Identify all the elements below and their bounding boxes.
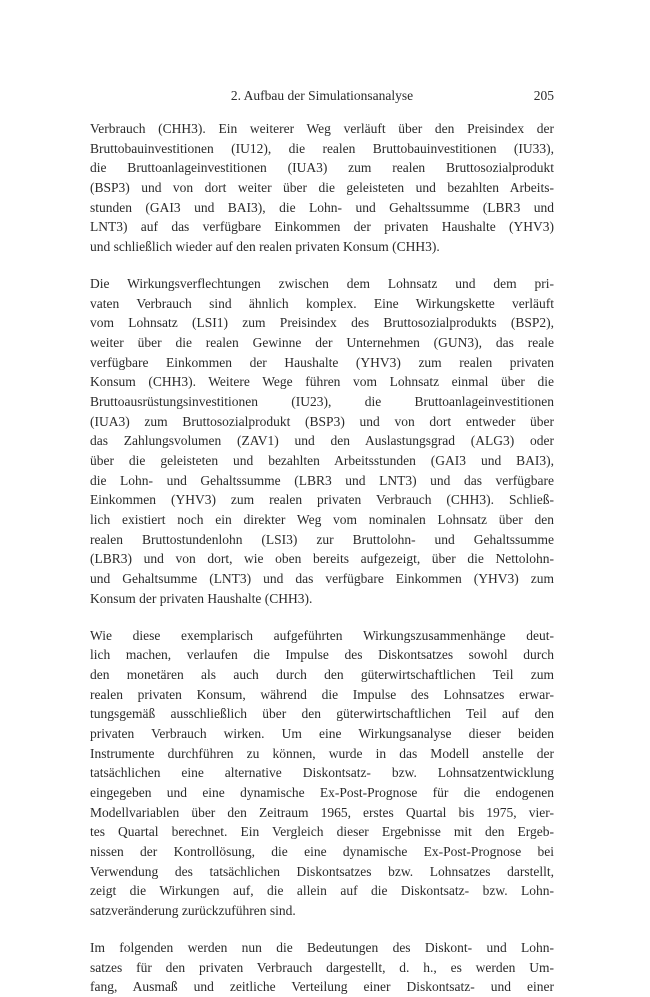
text-line: lich machen, verlaufen die Impulse des Diskontsatzes sowohl durch: [90, 647, 554, 663]
text-line: Instrumente durchführen zu können, wurde in das Modell anstelle der: [90, 745, 554, 761]
text-line: tungsgemäß ausschließlich über den güterwirtschaftlichen Teil auf den: [90, 706, 554, 722]
page-number: 205: [533, 88, 554, 103]
text-line: realen privaten Konsum, während die Impulse des Lohnsatzes erwar-: [90, 686, 554, 702]
text-line: realen Bruttostundenlohn (LSI3) zur Bruttolohn- und Gehaltssumme: [90, 531, 554, 547]
text-line: die Lohn- und Gehaltssumme (LBR3 und LNT3) und das verfügbare: [90, 472, 554, 488]
text-line: weiter über die realen Gewinne der Unternehmen (GUN3), das reale: [90, 334, 554, 350]
text-line: privaten Verbrauch wirken. Um eine Wirkungsanalyse dieser beiden: [90, 725, 554, 741]
page-header: [90, 88, 554, 108]
text-line: tes Quartal berechnet. Ein Vergleich dieser Ergebnisse mit den Ergeb-: [90, 824, 554, 840]
body-text: [90, 119, 554, 997]
paragraph: [90, 626, 554, 921]
text-line: Bruttoausrüstungsinvestitionen (IU23), die Bruttoanlageinvestitionen: [90, 393, 554, 409]
text-line: über die geleisteten und bezahlten Arbeitsstunden (GAI3 und BAI3),: [90, 453, 554, 468]
text-line: Wie diese exemplarisch aufgeführten Wirkungszusammenhänge deut-: [90, 627, 554, 643]
paragraph: [90, 938, 554, 997]
text-line: tatsächlichen eine alternative Diskontsatz- bzw. Lohnsatzentwicklung: [90, 765, 554, 781]
text-line: den monetären als auch durch den güterwirtschaftlichen Teil zum: [90, 666, 554, 682]
text-line: Einkommen (YHV3) zum realen privaten Verbrauch (CHH3). Schließ-: [90, 492, 554, 508]
text-line: satzveränderung zurückzuführen sind.: [90, 903, 296, 919]
paragraph: [90, 274, 554, 609]
text-line: nissen der Kontrollösung, die eine dynamische Ex-Post-Prognose bei: [90, 844, 554, 860]
text-line: satzes für den privaten Verbrauch dargestellt, d. h., es werden Um-: [90, 959, 554, 975]
text-line: fang, Ausmaß und zeitliche Verteilung einer Diskontsatz- und einer: [90, 979, 554, 995]
text-line: vaten Verbrauch sind ähnlich komplex. Eine Wirkungskette verläuft: [90, 295, 554, 311]
text-line: Konsum der privaten Haushalte (CHH3).: [90, 590, 313, 606]
text-line: Die Wirkungsverflechtungen zwischen dem Lohnsatz und dem pri-: [90, 275, 554, 291]
text-line: Bruttobauinvestitionen (IU12), die realen Bruttobauinvestitionen (IU33),: [90, 140, 554, 156]
text-line: eingegeben und eine dynamische Ex-Post-Prognose für die endogenen: [90, 785, 554, 800]
text-line: Verbrauch (CHH3). Ein weiterer Weg verläuft über den Preisindex der: [90, 121, 554, 136]
text-line: Im folgenden werden nun die Bedeutungen des Diskont- und Lohn-: [90, 939, 554, 955]
text-line: LNT3) auf das verfügbare Einkommen der privaten Haushalte (YHV3): [90, 219, 554, 235]
text-line: und Gehaltsumme (LNT3) und das verfügbare Einkommen (YHV3) zum: [90, 571, 554, 587]
text-line: verfügbare Einkommen der Haushalte (YHV3) zum realen privaten: [90, 354, 554, 370]
text-line: lich existiert noch ein direkter Weg vom nominalen Lohnsatz über den: [90, 512, 554, 528]
text-line: zeigt die Wirkungen auf, die allein auf die Diskontsatz- bzw. Lohn-: [90, 883, 554, 899]
text-line: vom Lohnsatz (LSI1) zum Preisindex des Bruttosozialprodukts (BSP2),: [90, 315, 554, 331]
text-line: Konsum (CHH3). Weitere Wege führen vom Lohnsatz einmal über die: [90, 374, 554, 390]
text-line: (IUA3) zum Bruttosozialprodukt (BSP3) und von dort entweder über: [90, 413, 554, 429]
paragraph: [90, 119, 554, 257]
text-line: das Zahlungsvolumen (ZAV1) und den Auslastungsgrad (ALG3) oder: [90, 433, 554, 449]
running-header-title: 2. Aufbau der Simulationsanalyse: [230, 88, 414, 103]
text-line: (LBR3) und von dort, wie oben bereits aufgezeigt, über die Nettolohn-: [90, 551, 554, 567]
text-line: Modellvariablen über den Zeitraum 1965, erstes Quartal bis 1975, vier-: [90, 804, 554, 820]
text-line: die Bruttoanlageinvestitionen (IUA3) zum realen Bruttosozialprodukt: [90, 160, 554, 176]
text-line: stunden (GAI3 und BAI3), die Lohn- und Gehaltssumme (LBR3 und: [90, 199, 554, 215]
text-line: Verwendung des tatsächlichen Diskontsatzes bzw. Lohnsatzes darstellt,: [90, 863, 554, 879]
text-line: (BSP3) und von dort weiter über die geleisteten und bezahlten Arbeits-: [90, 180, 554, 196]
text-line: und schließlich wieder auf den realen privaten Konsum (CHH3).: [90, 239, 440, 255]
